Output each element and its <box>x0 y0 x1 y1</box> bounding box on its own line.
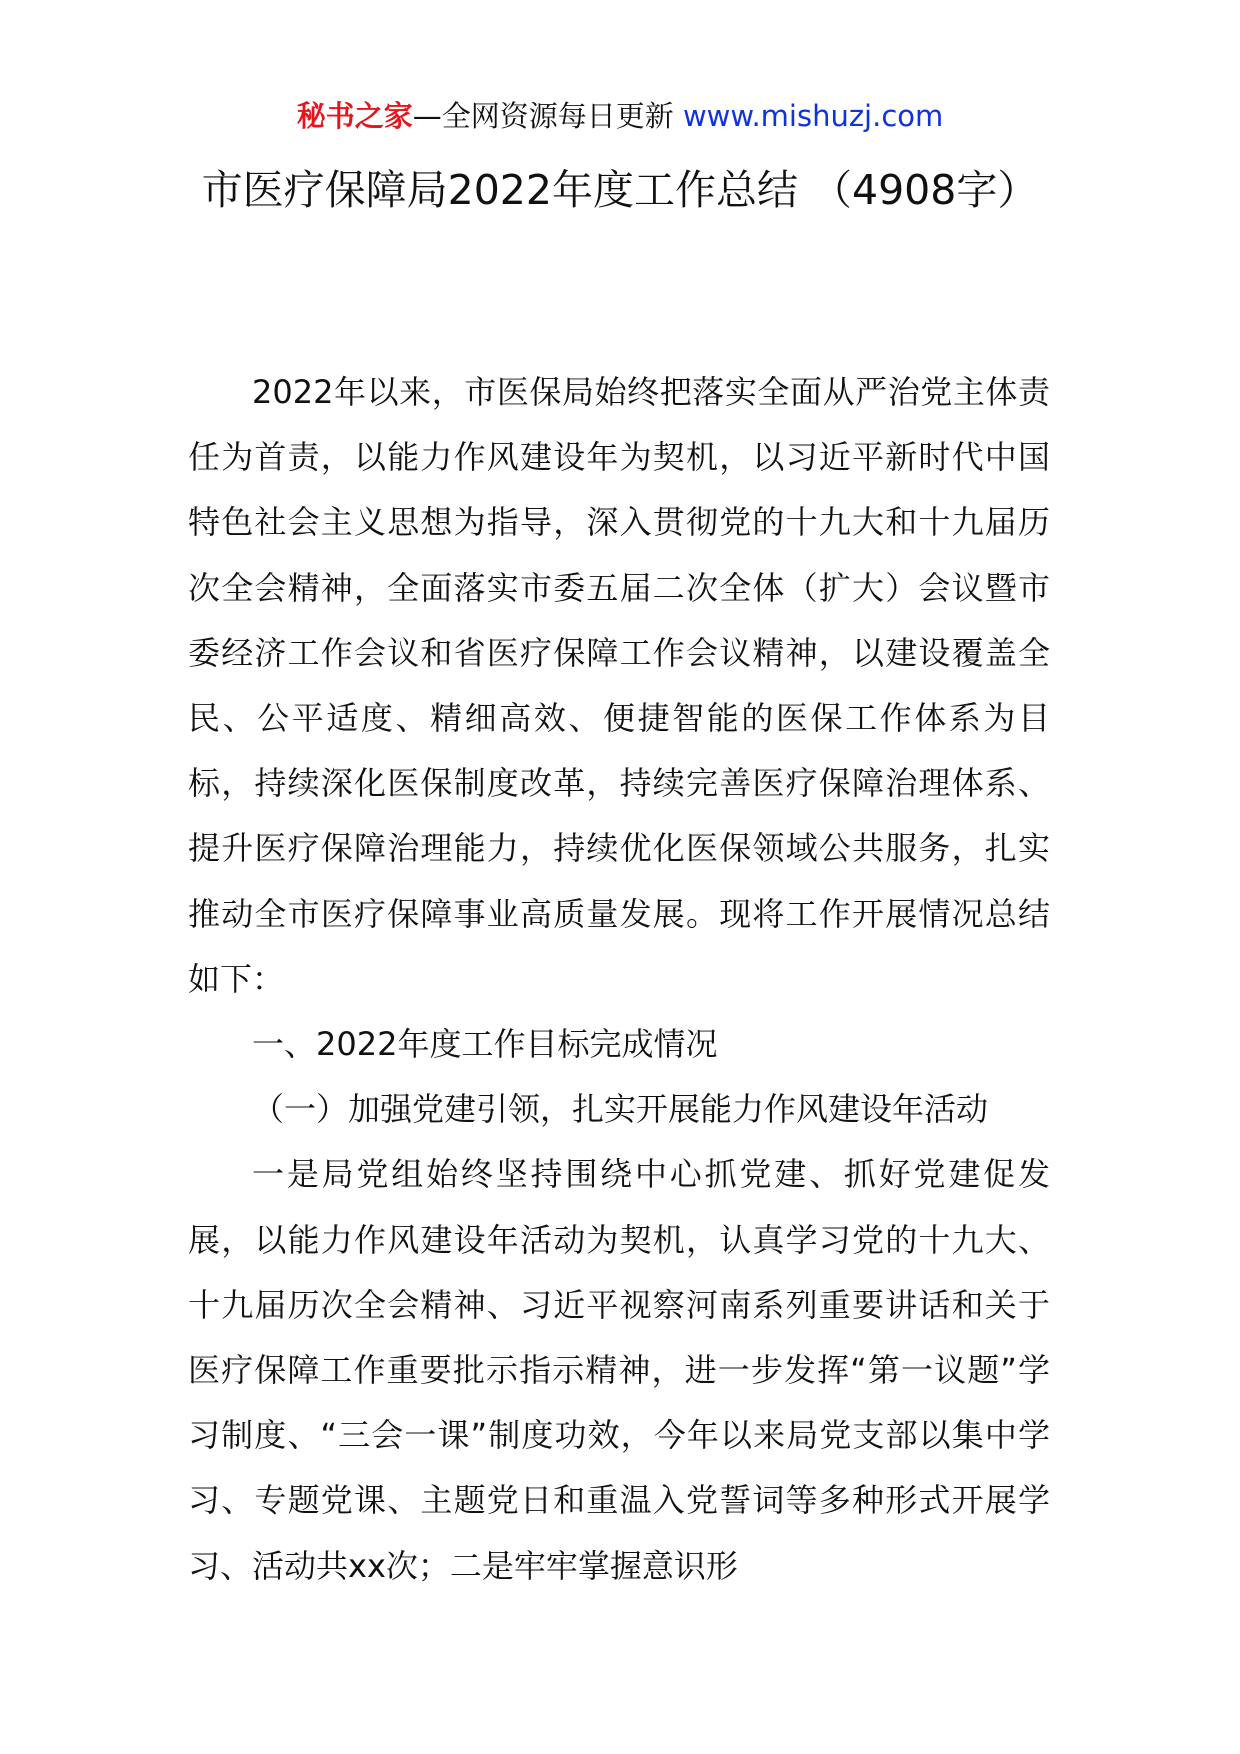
document-body <box>188 360 1050 1599</box>
document-title: 市医疗保障局2022年度工作总结 （4908字） <box>201 166 1039 214</box>
section-heading-1: 一、2022年度工作目标完成情况 <box>252 1025 718 1064</box>
site-url-link[interactable]: www.mishuzj.com <box>682 99 944 133</box>
body-paragraph: 一是局党组始终坚持围绕中心抓党建、抓好党建促发展，以能力作风建设年活动为契机，认真学习党的十九大、十九届历次全会精神、习近平视察河南系列重要讲话和关于医疗保障工作重要批示指示精神，进一步发挥“第一议题”学习制度、“三会一课”制度功效，今年以来局党支部以集中学习、专题党课、主题党日和重温入党誓词等多种形式开展学习、活动共xx次；二是牢牢掌握意识形 <box>188 1155 1050 1585</box>
site-banner <box>0 96 1240 136</box>
site-brand: 秘书之家 <box>296 99 413 133</box>
site-slogan: —全网资源每日更新 <box>412 99 683 133</box>
intro-paragraph: 2022年以来，市医保局始终把落实全面从严治党主体责任为首责，以能力作风建设年为契机，以习近平新时代中国特色社会主义思想为指导，深入贯彻党的十九大和十九届历次全会精神，全面落实市委五届二次全体（扩大）会议暨市委经济工作会议和省医疗保障工作会议精神，以建设覆盖全民、公平适度、精细高效、便捷智能的医保工作体系为目标，持续深化医保制度改革，持续完善医疗保障治理体系、提升医疗保障治理能力，持续优化医保领域公共服务，扎实推动全市医疗保障事业高质量发展。现将工作开展情况总结如下： <box>188 373 1050 998</box>
subsection-heading-1: （一）加强党建引领，扎实开展能力作风建设年活动 <box>252 1090 989 1129</box>
